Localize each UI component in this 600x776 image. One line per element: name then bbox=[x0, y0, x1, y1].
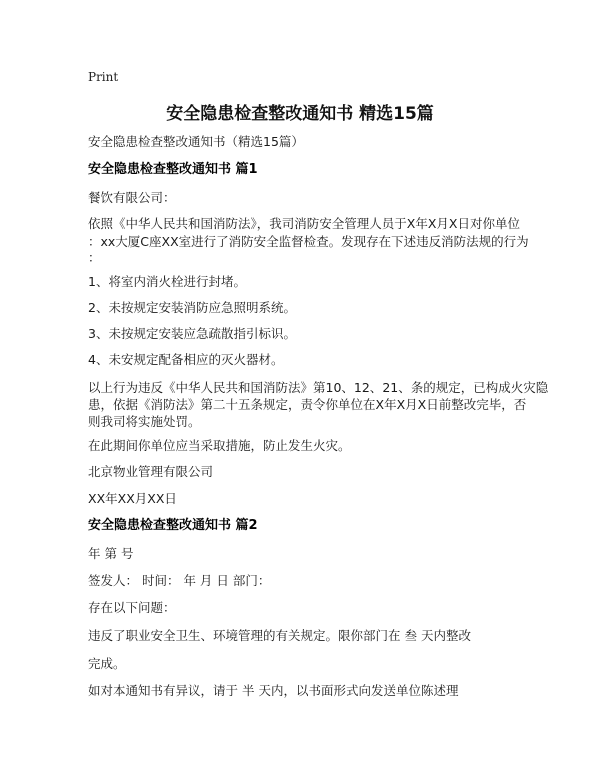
section1-item-4: 4、未安规定配备相应的灭火器材。 bbox=[88, 352, 284, 367]
document-subtitle: 安全隐患检查整改通知书（精选15篇） bbox=[88, 134, 304, 149]
section1-conclusion-line3: 则我司将实施处罚。 bbox=[88, 414, 201, 429]
section1-signature: 北京物业管理有限公司 bbox=[88, 464, 214, 479]
section2-number-line: 年 第 号 bbox=[88, 546, 134, 561]
section1-conclusion-line1: 以上行为违反《中华人民共和国消防法》第10、12、21、条的规定，已构成火灾隐 bbox=[88, 380, 549, 395]
section1-conclusion-line2: 患，依据《消防法》第二十五条规定，责令你单位在X年X月X日前整改完毕，否 bbox=[88, 397, 527, 412]
section1-intro-line1: 依照《中华人民共和国消防法》，我司消防安全管理人员于X年X月X日对你单位 bbox=[88, 216, 520, 231]
section2-violation-line: 违反了职业安全卫生、环境管理的有关规定。限你部门在 叁 天内整改 bbox=[88, 628, 471, 643]
section2-complete: 完成。 bbox=[88, 656, 126, 671]
section2-objection-line: 如对本通知书有异议，请于 半 天内，以书面形式向发送单位陈述理 bbox=[88, 683, 459, 698]
section1-item-2: 2、未按规定安装消防应急照明系统。 bbox=[88, 300, 296, 315]
section1-measure: 在此期间你单位应当采取措施，防止发生火灾。 bbox=[88, 438, 351, 453]
section1-heading: 安全隐患检查整改通知书 篇1 bbox=[88, 162, 258, 177]
section1-intro-line2: ：xx大厦C座XX室进行了消防安全监督检查。发现存在下述违反消防法规的行为 bbox=[88, 234, 529, 249]
document-title: 安全隐患检查整改通知书 精选15篇 bbox=[166, 104, 434, 124]
section2-issues-label: 存在以下问题： bbox=[88, 600, 176, 615]
section1-intro-line3: ： bbox=[88, 250, 101, 265]
section2-heading: 安全隐患检查整改通知书 篇2 bbox=[88, 518, 258, 533]
section1-addressee: 餐饮有限公司： bbox=[88, 190, 176, 205]
section1-item-3: 3、未按规定安装应急疏散指引标识。 bbox=[88, 326, 296, 341]
section2-signer-line: 签发人： 时间： 年 月 日 部门： bbox=[88, 573, 271, 588]
section1-date: XX年XX月XX日 bbox=[88, 491, 177, 506]
print-label: Print bbox=[88, 70, 119, 84]
section1-item-1: 1、将室内消火栓进行封堵。 bbox=[88, 274, 246, 289]
